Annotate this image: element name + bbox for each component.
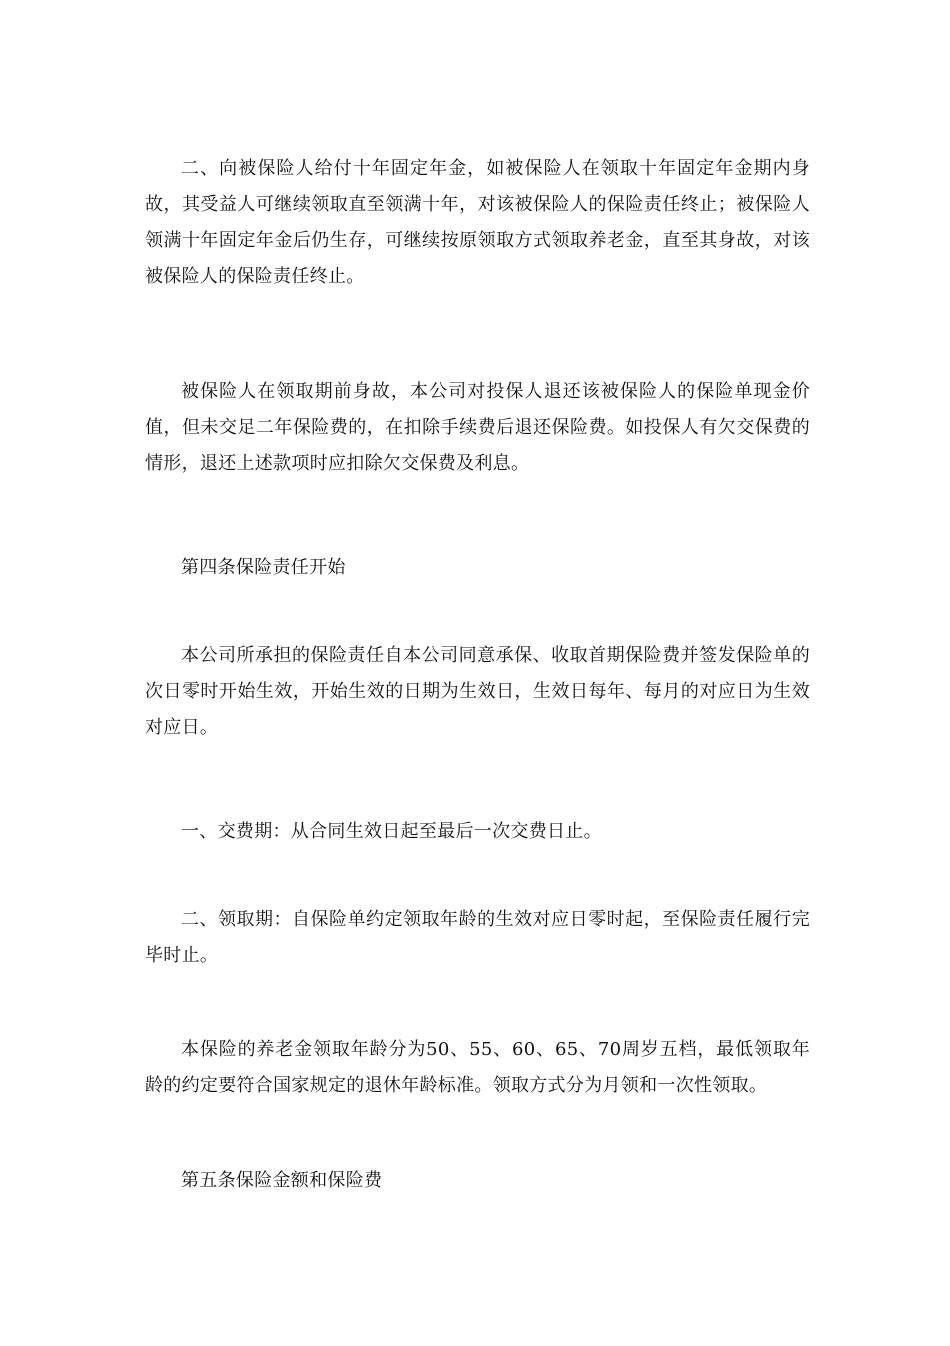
heading-article-4: 第四条保险责任开始	[181, 557, 346, 578]
paragraph-annuity-payment: 二、向被保险人给付十年固定年金，如被保险人在领取十年固定年金期内身故，其受益人可继续领取直至领满十年，对该被保险人的保险责任终止；被保险人领满十年固定年金后仍生存，可继续按原领取方式领取养老金，直至其身故，对该被保险人的保险责任终止。	[145, 158, 810, 287]
paragraph-claim-period: 二、领取期：自保险单约定领取年龄的生效对应日零时起，至保险责任履行完毕时止。	[145, 909, 810, 966]
paragraph-payment-period: 一、交费期：从合同生效日起至最后一次交费日止。	[181, 821, 602, 842]
paragraph-death-before-claim: 被保险人在领取期前身故，本公司对投保人退还该被保险人的保险单现金价值，但未交足二年保险费的，在扣除手续费后退还保险费。如投保人有欠交保费的情形，退还上述款项时应扣除欠交保费及利息。	[145, 381, 810, 474]
heading-article-5: 第五条保险金额和保险费	[181, 1170, 383, 1191]
paragraph-liability-start: 本公司所承担的保险责任自本公司同意承保、收取首期保险费并签发保险单的次日零时开始生效，开始生效的日期为生效日，生效日每年、每月的对应日为生效对应日。	[145, 645, 810, 738]
paragraph-claim-age: 本保险的养老金领取年龄分为50、55、60、65、70周岁五档，最低领取年龄的约定要符合国家规定的退休年龄标准。领取方式分为月领和一次性领取。	[145, 1039, 810, 1096]
